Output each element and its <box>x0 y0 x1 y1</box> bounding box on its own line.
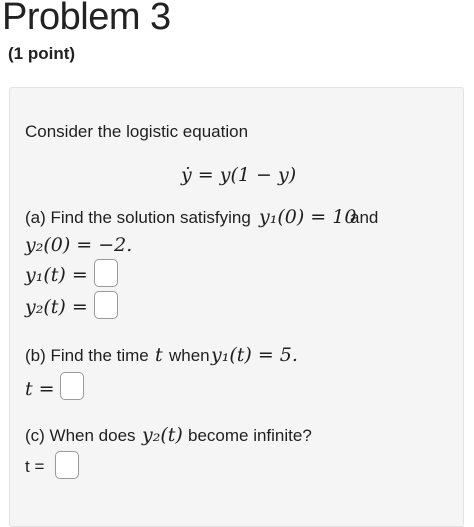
points-label: (1 point) <box>8 44 76 63</box>
part-b-text: (b) Find the time <box>25 346 149 365</box>
intro-text: Consider the logistic equation <box>25 122 249 141</box>
y1-answer-field[interactable] <box>94 259 118 287</box>
y2-answer-label: y₂(t) = <box>25 296 88 318</box>
part-a-and: and <box>350 208 379 227</box>
page-title: Problem 3 <box>2 0 171 38</box>
part-b-condition: y₁(t) = 5. <box>211 344 298 366</box>
part-c-text-end: become infinite? <box>188 426 312 445</box>
part-b-answer-field[interactable] <box>60 372 84 400</box>
part-c-text: (c) When does <box>25 426 136 445</box>
part-a-text: (a) Find the solution satisfying <box>25 208 251 227</box>
logistic-equation: ẏ = y(1 − y) <box>181 164 297 186</box>
part-c-answer-field[interactable] <box>55 451 79 479</box>
part-a-condition-1: y₁(0) = 10 <box>259 206 357 228</box>
part-b-t: t <box>155 344 163 366</box>
part-b-answer-label: t = <box>25 378 55 400</box>
y1-answer-label: y₁(t) = <box>25 264 88 286</box>
problem-card <box>9 87 464 527</box>
y2-answer-field[interactable] <box>94 291 118 319</box>
part-a-condition-2: y₂(0) = −2. <box>25 234 133 256</box>
part-c-function: y₂(t) <box>142 424 183 446</box>
part-c-answer-label: t = <box>25 457 45 476</box>
part-b-when: when <box>169 346 210 365</box>
